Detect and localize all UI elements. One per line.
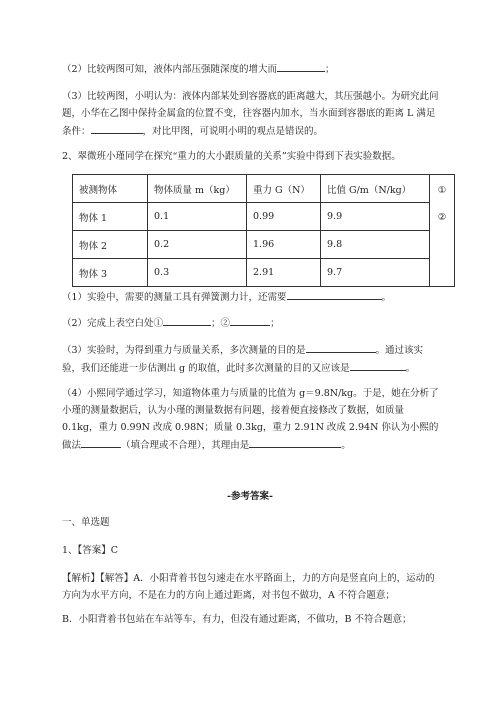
table-cell: 物体 3: [73, 259, 148, 287]
header-cell: 被测物体: [73, 175, 148, 203]
answer-blank[interactable]: [350, 359, 406, 371]
header-cell: 重力 G（N）: [247, 175, 321, 203]
side-label-2: ②: [437, 211, 447, 223]
table-cell: 0.2: [148, 231, 247, 259]
table-row: [73, 231, 455, 259]
table-row: [73, 259, 455, 287]
answer-blank[interactable]: [163, 314, 211, 326]
section-heading: 一、单选题: [62, 517, 110, 528]
table-cell: 9.8: [321, 231, 430, 259]
answer-section-title: -参考答案-: [227, 491, 273, 502]
answer-blank[interactable]: [287, 288, 382, 300]
answer-blank[interactable]: [91, 122, 143, 134]
question-3-paragraph: （3）比较两图，小明认为：液体内部某处到容器底的距离越大，其压强越小。为研究此问题，小华在乙图中保持金属盒的位置不变，往容器内加水，当水面到容器底的距离 L 满足条件： ，对比甲图，可说明小明的观点是错误的。: [62, 91, 439, 137]
table-row: [73, 203, 455, 231]
answer-blank[interactable]: [306, 341, 376, 353]
side-cell: [430, 175, 455, 287]
header-cell: 比值 G/m（N/kg）: [321, 175, 430, 203]
sub-question-3: （3）实验时，为得到重力与质量关系，多次测量的目的是 。通过该实验，我们还能进一步估测出 g 的取值，此时多次测量的目的又应该是 。: [62, 341, 442, 377]
answer-blank[interactable]: [249, 436, 341, 448]
table-cell: 物体 2: [73, 231, 148, 259]
table-cell: 1.96: [247, 231, 321, 259]
table-cell: 9.7: [321, 259, 430, 287]
answer-blank[interactable]: [81, 436, 121, 448]
table-cell: 0.3: [148, 259, 247, 287]
table-cell: 9.9: [321, 203, 430, 231]
analysis-paragraph-b: B．小阳背着书包站在车站等车，有力，但没有通过距离，不做功，B 不符合题意；: [62, 614, 412, 625]
table-header-row: [73, 175, 455, 203]
sub-question-1: （1）实验中，需要的测量工具有弹簧测力计，还需要 。: [62, 288, 442, 306]
table-cell: 0.99: [247, 203, 321, 231]
header-cell: 物体质量 m（kg）: [148, 175, 247, 203]
table-cell: 物体 1: [73, 203, 148, 231]
table-cell: 0.1: [148, 203, 247, 231]
analysis-paragraph-a: 【解析】【解答】A．小阳背着书包匀速走在水平路面上，力的方向是竖直向上的，运动的方向为水平方向，不是在力的方向上通过距离，对书包不做功，A 不符合题意；: [62, 573, 435, 601]
side-label-1: ①: [437, 184, 447, 196]
data-table: [72, 174, 455, 287]
sub-question-4: （4）小熙同学通过学习，知道物体重力与质量的比值为 g＝9.8N/kg。于是，她在分析了小瑾的测量数据后，认为小瑾的测量数据有问题，接着便直接修改了数据，如质量 0.1kg，重力 0.99N 改成 0.98N；质量 0.3kg，重力 2.91N 改成 2.94N 你认为小熙的做法 （填合理或不合理），其理由是 。: [62, 388, 439, 451]
answer-blank[interactable]: [277, 60, 325, 72]
table-cell: 2.91: [247, 259, 321, 287]
question-2-intro: 2、翠微班小瑾同学在探究“重力的大小跟质量的关系”实验中得到下表实验数据。: [62, 151, 401, 162]
sub-question-2: （2）完成上表空白处① ；② ；: [62, 314, 442, 332]
answer-1: 1、【答案】C: [62, 545, 119, 556]
question-2-paragraph: （2）比较两图可知，液体内部压强随深度的增大而 ；: [62, 60, 442, 78]
answer-blank[interactable]: [230, 314, 270, 326]
